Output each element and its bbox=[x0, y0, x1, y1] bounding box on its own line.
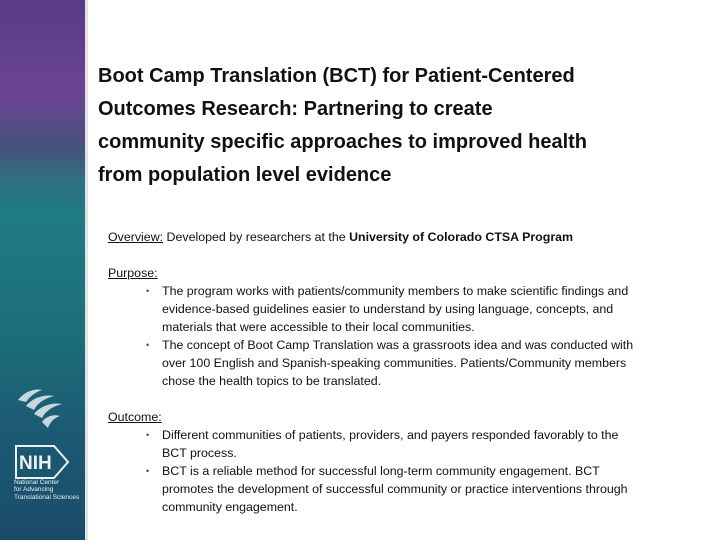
sidebar-band bbox=[0, 0, 85, 540]
overview-text: Developed by researchers at the bbox=[163, 230, 350, 244]
slide-title bbox=[98, 60, 708, 192]
nih-logo-icon bbox=[14, 444, 70, 480]
bullet-line: The program works with patients/community members to make scientific findings and bbox=[162, 284, 629, 298]
bullet-line: The concept of Boot Camp Translation was a grassroots idea and was conducted with bbox=[162, 338, 634, 352]
bullet-item bbox=[146, 336, 708, 390]
bullet-line: promotes the development of successful community or practice interventions through bbox=[162, 482, 628, 496]
ncats-line: for Advancing bbox=[14, 486, 54, 494]
ncats-label bbox=[14, 479, 84, 501]
sidebar-divider bbox=[85, 0, 88, 540]
bullet-icon: • bbox=[146, 340, 150, 350]
title-line: Boot Camp Translation (BCT) for Patient-Centered bbox=[98, 65, 575, 87]
overview-section bbox=[108, 228, 708, 246]
purpose-section bbox=[108, 264, 708, 390]
purpose-bullets bbox=[108, 282, 708, 390]
outcome-label: Outcome: bbox=[108, 410, 162, 424]
bullet-line: over 100 English and Spanish-speaking communities. Patients/Community members bbox=[162, 356, 627, 370]
bullet-line: Different communities of patients, providers, and payers responded favorably to the bbox=[162, 428, 619, 442]
bullet-line: materials that were accessible to their local communities. bbox=[162, 320, 475, 334]
bullet-line: community engagement. bbox=[162, 500, 298, 514]
bullet-item bbox=[146, 426, 708, 462]
bullet-line: evidence-based guidelines easier to understand by using language, concepts, and bbox=[162, 302, 614, 316]
bullet-line: BCT process. bbox=[162, 446, 237, 460]
bullet-item bbox=[146, 282, 708, 336]
nih-label: NIH bbox=[19, 453, 52, 474]
bullet-item bbox=[146, 462, 708, 516]
overview-label: Overview: bbox=[108, 230, 164, 244]
bullet-icon: • bbox=[146, 286, 150, 296]
title-line: from population level evidence bbox=[98, 164, 392, 186]
ncats-line: Translational Sciences bbox=[14, 493, 80, 501]
outcome-section bbox=[108, 408, 708, 516]
bullet-line: BCT is a reliable method for successful long-term community engagement. BCT bbox=[162, 464, 600, 478]
bullet-icon: • bbox=[146, 466, 150, 476]
hhs-eagle-logo-icon bbox=[12, 382, 68, 434]
bullet-icon: • bbox=[146, 430, 150, 440]
overview-bold-text: University of Colorado CTSA Program bbox=[349, 230, 574, 244]
purpose-label: Purpose: bbox=[108, 266, 158, 280]
outcome-bullets bbox=[108, 426, 708, 516]
ncats-line: National Center bbox=[14, 479, 60, 486]
slide-content bbox=[108, 228, 708, 516]
title-line: Outcomes Research: Partnering to create bbox=[98, 98, 493, 120]
title-line: community specific approaches to improved health bbox=[98, 131, 588, 153]
bullet-line: chose the health topics to be translated. bbox=[162, 374, 382, 388]
